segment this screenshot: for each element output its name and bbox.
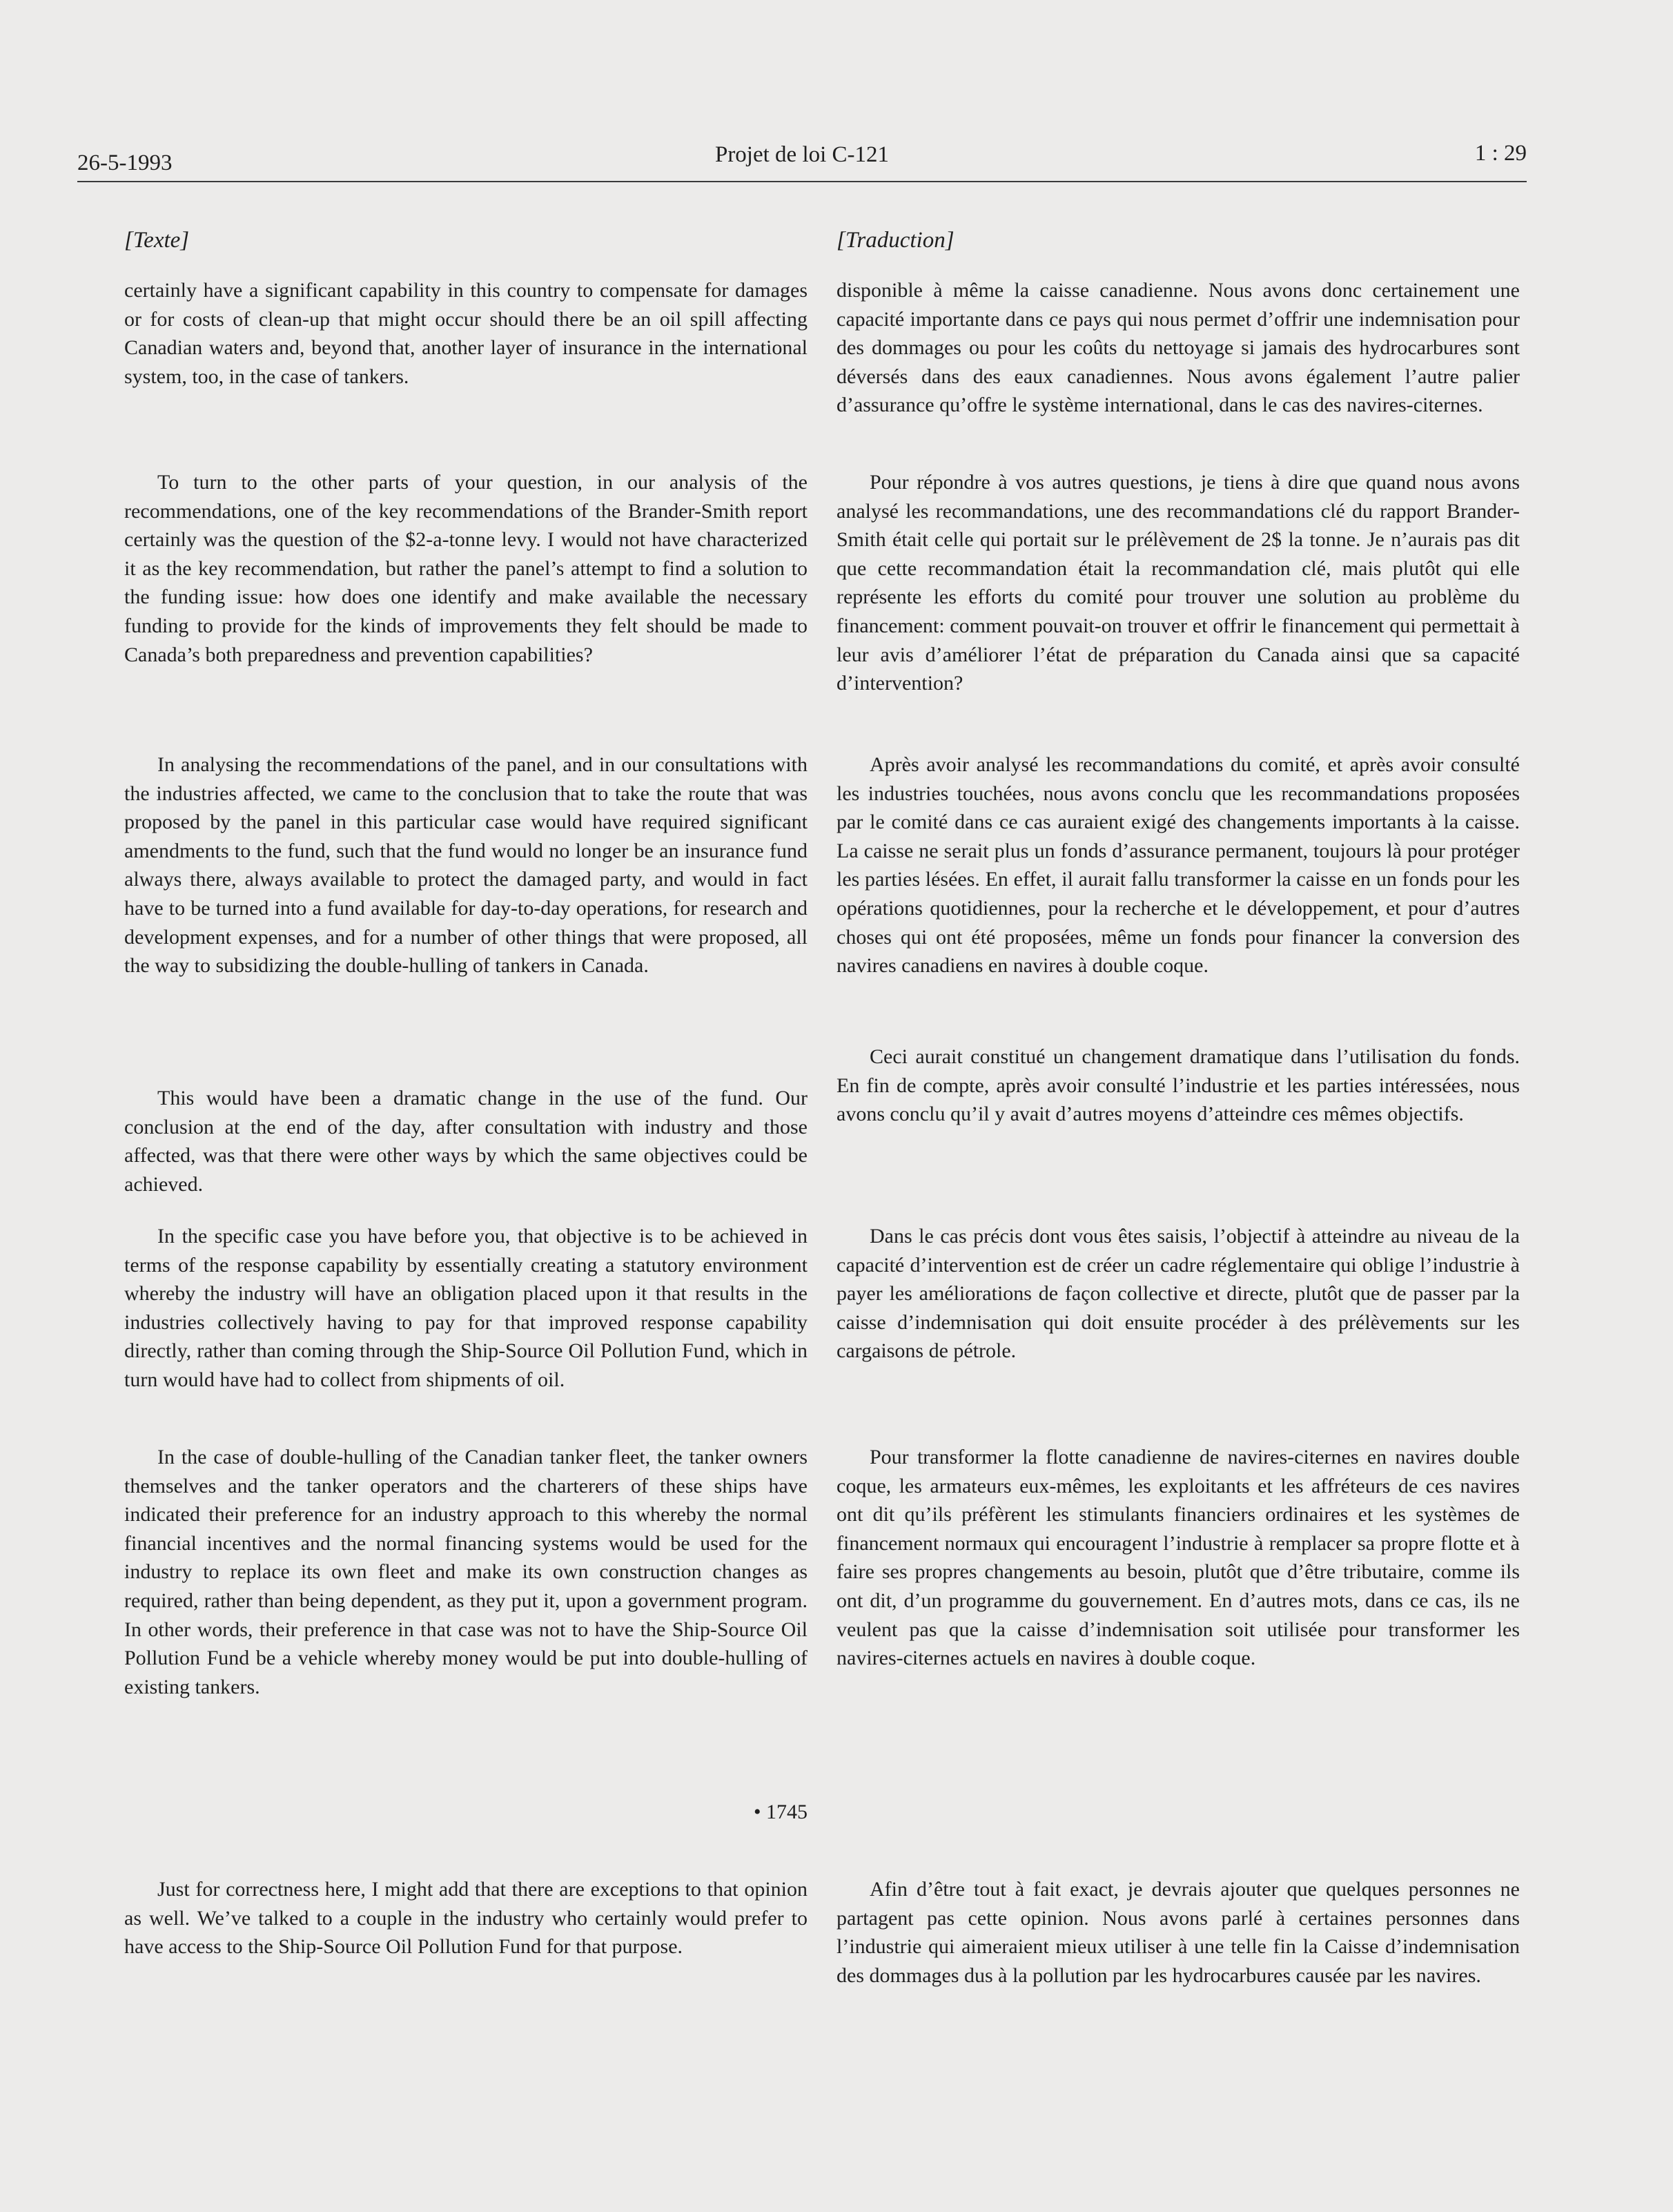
right-paragraph-2: Pour répondre à vos autres questions, je tiens à dire que quand nous avons analysé les recommandations, une des recommandations clé du rapport Brander-Smith était celle qui portait sur le prélèvement de 2$ la tonne. Je n’aurais pas dit que cette recommandation était la recommandation clé, mais plutôt qui elle représente les efforts du comité pour trouver une solution au problème du financement: comment pouvait-on trouver et offrir le financement qui permettait à leur avis d’améliorer l’état de préparation du Canada ainsi que sa capacité d’intervention? <box>836 471 1520 695</box>
left-paragraph-1: certainly have a significant capability in this country to compensate for damages or for costs of clean-up that might occur should there be an oil spill affecting Canadian waters and, beyond that, another layer of insurance in the international system, too, in the case of tankers. <box>124 279 808 388</box>
right-column <box>836 228 1520 1987</box>
left-paragraph-2: To turn to the other parts of your question, in our analysis of the recommendations, one of the key recommendations of the Brander-Smith report certainly was the question of the $2-a-tonne levy. I would not have characterized it as the key recommendation, but rather the panel’s attempt to find a solution to the funding issue: how does one identify and make available the necessary funding to provide for the kinds of improvements they felt should be made to Canada’s both preparedness and prevention capabilities? <box>124 471 808 666</box>
right-paragraph-6: Pour transformer la flotte canadienne de navires-citernes en navires double coque, les armateurs eux-mêmes, les exploitants et les affréteurs de ces navires ont dit qu’ils préfèrent les stimulants financiers ordinaires et les systèmes de financement normaux qui encouragent l’industrie à remplacer sa propre flotte et à faire ses propres changements au besoin, plutôt que d’être tributaire, comme ils ont dit, d’un programme du gouvernement. En d’autres mots, dans ce cas, ils ne veulent pas que la caisse d’indemnisation soit utilisée pour transformer les navires-citernes actuels en navires à double coque. <box>836 1446 1520 1670</box>
left-paragraph-4: This would have been a dramatic change in the use of the fund. Our conclusion at the end of the day, after consultation with industry and those affected, was that there were other ways by which the same objectives could be achieved. <box>124 1087 808 1196</box>
header-page-number: 1 : 29 <box>1474 141 1527 166</box>
left-paragraph-7: Just for correctness here, I might add that there are exceptions to that opinion as well. We’ve talked to a couple in the industry who certainly would prefer to have access to the Ship-Source Oil Pollution Fund for that purpose. <box>124 1878 808 1959</box>
header-rule <box>77 181 1527 182</box>
left-column-label: [Texte] <box>124 228 190 253</box>
right-paragraph-3: Après avoir analysé les recommandations du comité, et après avoir consulté les industries touchées, nous avons conclu que les recommandations proposées par le comité dans ce cas auraient exigé des changements importants à la caisse. La caisse ne serait plus un fonds d’assurance permanent, toujours là pour protéger les parties lésées. En effet, il aurait fallu transformer la caisse en un fonds pour les opérations quotidiennes, pour la recherche et le développement, et pour d’autres choses qui ont été proposées, même un fonds pour financer la conversion des navires canadiens en navires à double coque. <box>836 753 1520 978</box>
time-marker: • 1745 <box>754 1801 808 1823</box>
header-date: 26-5-1993 <box>77 151 173 175</box>
page-header <box>77 138 1527 181</box>
right-paragraph-4: Ceci aurait constitué un changement dramatique dans l’utilisation du fonds. En fin de compte, après avoir consulté l’industrie et les parties intéressées, nous avons conclu qu’il y avait d’autres moyens d’atteindre ces mêmes objectifs. <box>836 1045 1520 1126</box>
right-paragraph-1: disponible à même la caisse canadienne. Nous avons donc certainement une capacité importante dans ce pays qui nous permet d’offrir une indemnisation pour des dommages ou pour les coûts du nettoyage si jamais des hydrocarbures sont déversés dans des eaux canadiennes. Nous avons également l’autre palier d’assurance qu’offre le système international, dans le cas des navires-citernes. <box>836 279 1520 417</box>
right-column-label: [Traduction] <box>836 228 955 253</box>
left-paragraph-5: In the specific case you have before you, that objective is to be achieved in terms of the response capability by essentially creating a statutory environment whereby the industry will have an obligation placed upon it that results in the industries collectively having to pay for that improved response capability directly, rather than coming through the Ship-Source Oil Pollution Fund, which in turn would have had to collect from shipments of oil. <box>124 1225 808 1391</box>
left-paragraph-6: In the case of double-hulling of the Canadian tanker fleet, the tanker owners themselves and the tanker operators and the charterers of these ships have indicated their preference for an industry approach to this whereby the normal financial incentives and the normal financing systems would be used for the industry to replace its own fleet and make its own construction changes as required, rather than being dependent, as they put it, upon a government program. In other words, their preference in that case was not to have the Ship-Source Oil Pollution Fund be a vehicle whereby money would be put into double-hulling of existing tankers. <box>124 1446 808 1698</box>
header-title: Projet de loi C-121 <box>714 142 890 167</box>
right-paragraph-5: Dans le cas précis dont vous êtes saisis, l’objectif à atteindre au niveau de la capacité d’intervention est de créer un cadre réglementaire qui oblige l’industrie à payer les améliorations de façon collective et directe, plutôt que de passer par la caisse d’indemnisation qui doit ensuite procéder à des prélèvements sur les cargaisons de pétrole. <box>836 1225 1520 1363</box>
right-paragraph-7: Afin d’être tout à fait exact, je devrais ajouter que quelques personnes ne partagent pas cette opinion. Nous avons parlé à certaines personnes dans l’industrie qui aimeraient mieux utiliser à une telle fin la Caisse d’indemnisation des dommages dus à la pollution par les hydrocarbures causée par les navires. <box>836 1878 1520 1987</box>
left-paragraph-3: In analysing the recommendations of the panel, and in our consultations with the industries affected, we came to the conclusion that to take the route that was proposed by the panel in this particular case would have required significant amendments to the fund, such that the fund would no longer be an insurance fund always there, always available to protect the damaged party, and would in fact have to be turned into a fund available for day-to-day operations, for research and development expenses, and for a number of other things that were proposed, all the way to subsidizing the double-hulling of tankers in Canada. <box>124 753 808 978</box>
